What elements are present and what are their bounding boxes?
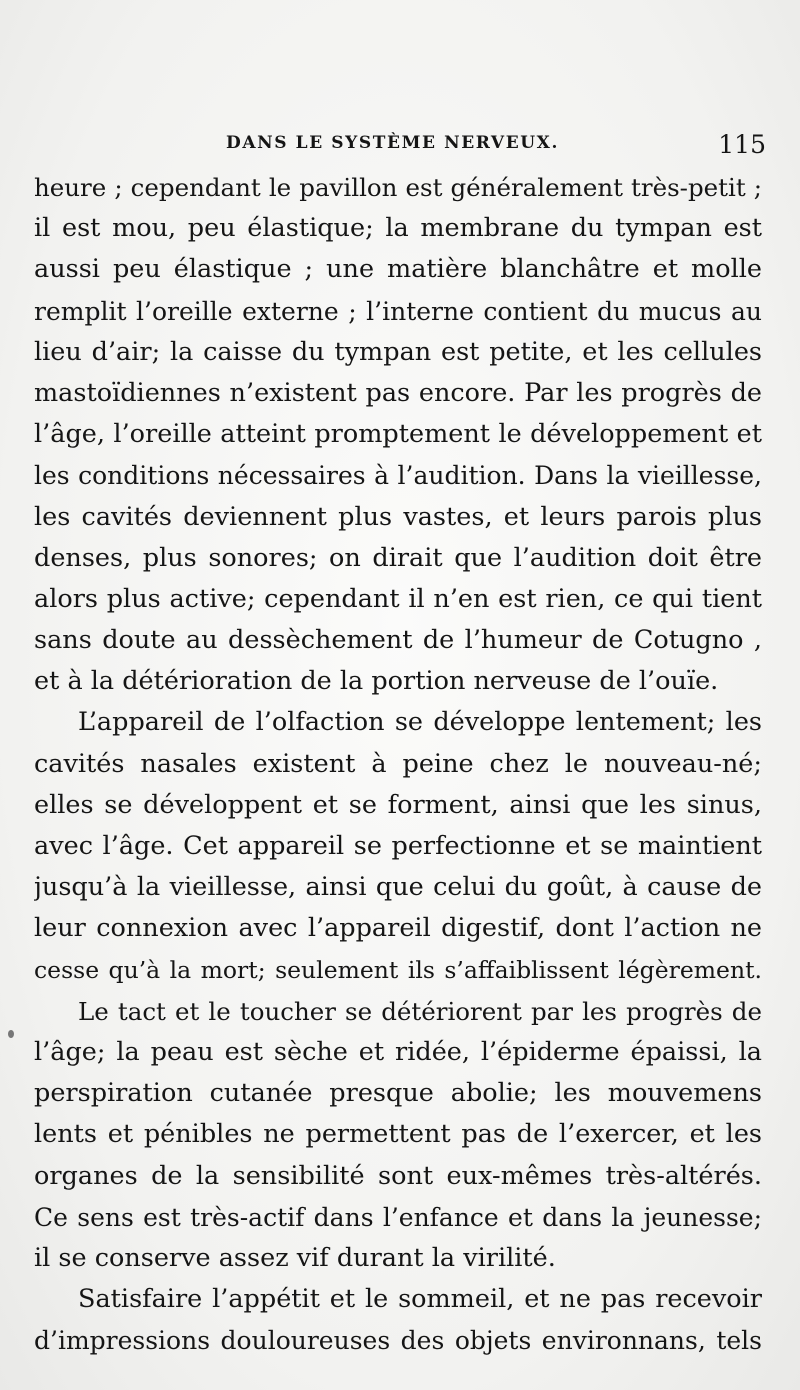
text-line: sans doute au dessèchement de l’humeur de Cotugno , [34,625,762,656]
text-line: mastoïdiennes n’existent pas encore. Par les progrès de [34,377,762,408]
text-line: L’appareil de l’olfaction se développe lentement; les [78,707,762,738]
text-line: Le tact et le toucher se détériorent par les progrès de [78,996,762,1026]
text-line: cesse qu’à la mort; seulement ils s’affaiblissent légèrement. [34,955,762,984]
text-line: les cavités deviennent plus vastes, et leurs parois plus [34,501,762,532]
text-line: jusqu’à la vieillesse, ainsi que celui du goût, à cause de [34,872,762,903]
text-line: cavités nasales existent à peine chez le nouveau-né; [34,748,762,779]
text-line: et à la détérioration de la portion nerveuse de l’ouïe. [34,666,719,697]
text-line: Satisfaire l’appétit et le sommeil, et ne pas recevoir [78,1284,762,1315]
page-number: 115 [718,130,766,159]
running-title: DANS LE SYSTÈME NERVEUX. [226,133,559,153]
text-line: lieu d’air; la caisse du tympan est petite, et les cellules [34,336,762,367]
text-line: alors plus active; cependant il n’en est rien, ce qui tient [34,583,762,614]
text-line: perspiration cutanée presque abolie; les mouvemens [34,1078,762,1109]
ink-speck [8,1030,14,1038]
text-line: remplit l’oreille externe ; l’interne contient du mucus au [34,296,762,326]
text-line: avec l’âge. Cet appareil se perfectionne et se maintient [34,831,762,861]
text-line: l’âge; la peau est sèche et ridée, l’épiderme épaissi, la [34,1036,762,1067]
text-line: l’âge, l’oreille atteint promptement le développement et [34,419,762,450]
text-line: Ce sens est très-actif dans l’enfance et dans la jeunesse; [34,1202,762,1232]
text-line: il se conserve assez vif durant la virilité. [34,1242,556,1273]
text-line: leur connexion avec l’appareil digestif, dont l’action ne [34,913,762,944]
text-line: lents et pénibles ne permettent pas de l’exercer, et les [34,1119,762,1150]
text-line: les conditions nécessaires à l’audition. Dans la vieillesse, [34,461,762,491]
text-line: il est mou, peu élastique; la membrane du tympan est [34,213,762,244]
text-line: heure ; cependant le pavillon est généralement très-petit ; [34,173,762,202]
text-line: elles se développent et se forment, ainsi que les sinus, [34,789,762,820]
text-line: organes de la sensibilité sont eux-mêmes très-altérés. [34,1160,762,1191]
running-head [0,128,800,164]
body-text [34,167,762,1361]
text-line: d’impressions douloureuses des objets environnans, tels [34,1326,762,1356]
text-line: aussi peu élastique ; une matière blanchâtre et molle [34,254,762,285]
text-line: denses, plus sonores; on dirait que l’audition doit être [34,542,762,573]
